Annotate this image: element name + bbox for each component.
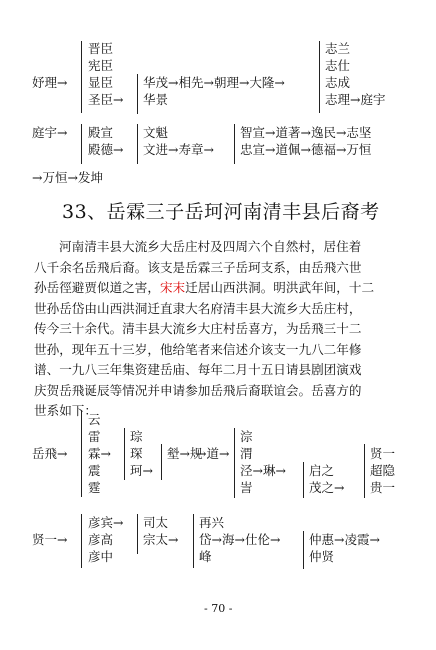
tree1-name: 志兰 bbox=[325, 41, 351, 56]
tree2-name: 文魁 bbox=[143, 125, 169, 140]
tree3-name: 霆 bbox=[88, 480, 101, 495]
tree4-line: 岱→海→仕伦→ bbox=[199, 532, 281, 547]
tree4-line: 仲惠→凌霞→ bbox=[309, 532, 380, 547]
tree1-name: 华景 bbox=[143, 92, 169, 107]
tree3-name: 云 bbox=[88, 412, 101, 427]
tree3-name: 琮 bbox=[130, 429, 143, 444]
bracket bbox=[234, 124, 235, 164]
bracket bbox=[364, 444, 365, 498]
tree3-line: 泾→琳→ bbox=[240, 463, 286, 478]
section-title: 33、岳霖三子岳珂河南清丰县后裔考 bbox=[62, 201, 380, 223]
tree1-name: 志成 bbox=[325, 75, 351, 90]
tree1-name: 志仕 bbox=[325, 58, 351, 73]
tree1-line: 华茂→相先→朝理→大隆→ bbox=[143, 75, 285, 90]
tree3-name: 雷 bbox=[88, 429, 101, 444]
tree1-root: 妤理→ bbox=[32, 75, 68, 90]
tree3-name: 琛 bbox=[130, 446, 143, 461]
bracket bbox=[81, 41, 82, 113]
paragraph-line: 庆贺岳飛诞辰等情况并申请参加岳飛后裔联谊会。岳喜方的 bbox=[34, 382, 362, 398]
tree3-root: 岳飛→ bbox=[32, 446, 68, 461]
tree3-name: 贤一 bbox=[370, 446, 396, 461]
text-run: 孙岳徑避贾似道之害， bbox=[34, 280, 160, 295]
tree3-name: 訔 bbox=[240, 480, 253, 495]
tree3-line: 茂之→ bbox=[309, 480, 345, 495]
tree4-name: 司太 bbox=[143, 515, 169, 530]
tree2-tail: →万恒→发坤 bbox=[32, 170, 103, 185]
bracket bbox=[81, 411, 82, 497]
body-paragraph bbox=[34, 237, 406, 422]
bracket bbox=[81, 514, 82, 568]
bracket bbox=[303, 462, 304, 498]
bracket bbox=[137, 124, 138, 164]
tree3-name: 淙 bbox=[240, 429, 253, 444]
bracket bbox=[193, 514, 194, 568]
paragraph-line: 世系如下： bbox=[34, 403, 97, 418]
paragraph-line: 八千余名岳飛后裔。该支是岳霖三子岳珂支系，由岳飛六世 bbox=[34, 259, 362, 275]
bracket bbox=[161, 444, 162, 480]
tree4-root: 贤一→ bbox=[32, 532, 68, 547]
bracket bbox=[234, 428, 235, 498]
tree2-line: 忠宣→道佩→德福→万恒 bbox=[240, 142, 372, 157]
paragraph-line bbox=[34, 278, 406, 299]
tree3-name: 启之 bbox=[309, 463, 335, 478]
tree4-name: 仲贤 bbox=[309, 549, 335, 564]
tree3-line: →道→ bbox=[196, 446, 230, 461]
bracket bbox=[137, 74, 138, 114]
paragraph-line: 世孙岳岱由山西洪洞迁直隶大名府清丰县大流乡大岳庄村， bbox=[34, 300, 362, 316]
tree1-line: 志理→庭宇 bbox=[325, 92, 386, 107]
tree4-line: 宗太→ bbox=[143, 532, 179, 547]
tree3-name: 震 bbox=[88, 463, 101, 478]
tree3-name: 贵一 bbox=[370, 480, 396, 495]
bracket bbox=[124, 428, 125, 480]
tree4-name: 峰 bbox=[199, 549, 212, 564]
tree4-name: 彦宾→ bbox=[88, 515, 124, 530]
tree3-name: 渭 bbox=[240, 446, 253, 461]
bracket bbox=[81, 124, 82, 164]
tree2-line: 智宣→道著→逸民→志坚 bbox=[240, 125, 372, 140]
bracket bbox=[319, 41, 320, 113]
tree2-name: 殿德→ bbox=[88, 142, 124, 157]
tree4-name: 彦高 bbox=[88, 532, 114, 547]
highlighted-text: 宋末 bbox=[159, 280, 186, 295]
tree1-name: 显臣 bbox=[88, 75, 114, 90]
paragraph-line: 传今三十余代。清丰县大流乡大庄村岳喜方，为岳飛三十二 bbox=[34, 321, 362, 336]
tree1-name: 圣臣→ bbox=[88, 92, 124, 107]
paragraph-line: 河南清丰县大流乡大岳庄村及四周六个自然村，居住着 bbox=[59, 239, 362, 254]
tree3-name: 珂→ bbox=[130, 463, 153, 478]
tree3-name: 㙦→规 bbox=[167, 446, 203, 461]
tree4-name: 彦中 bbox=[88, 549, 114, 564]
tree2-name: 殿宣 bbox=[88, 125, 114, 140]
tree3-name: 超隐 bbox=[370, 463, 396, 478]
paragraph-line: 谱、一九八三年集资建岳庙、每年二月十五日请县剧团演戏 bbox=[34, 362, 362, 377]
paragraph-line: 世孙，现年五十三岁，他给笔者来信述介该支一九八二年修 bbox=[34, 341, 362, 357]
tree1-name: 晋臣 bbox=[88, 41, 114, 56]
tree2-line: 文进→寿章→ bbox=[143, 142, 214, 157]
tree1-name: 宪臣 bbox=[88, 58, 114, 73]
page-number: - 70 - bbox=[204, 602, 233, 615]
bracket bbox=[303, 531, 304, 569]
tree4-name: 再兴 bbox=[199, 515, 225, 530]
tree2-root: 庭宇→ bbox=[32, 125, 68, 140]
tree3-name: 霖→ bbox=[88, 446, 111, 461]
bracket bbox=[137, 514, 138, 554]
text-run: 迁居山西洪洞。明洪武年间，十二 bbox=[185, 280, 375, 295]
